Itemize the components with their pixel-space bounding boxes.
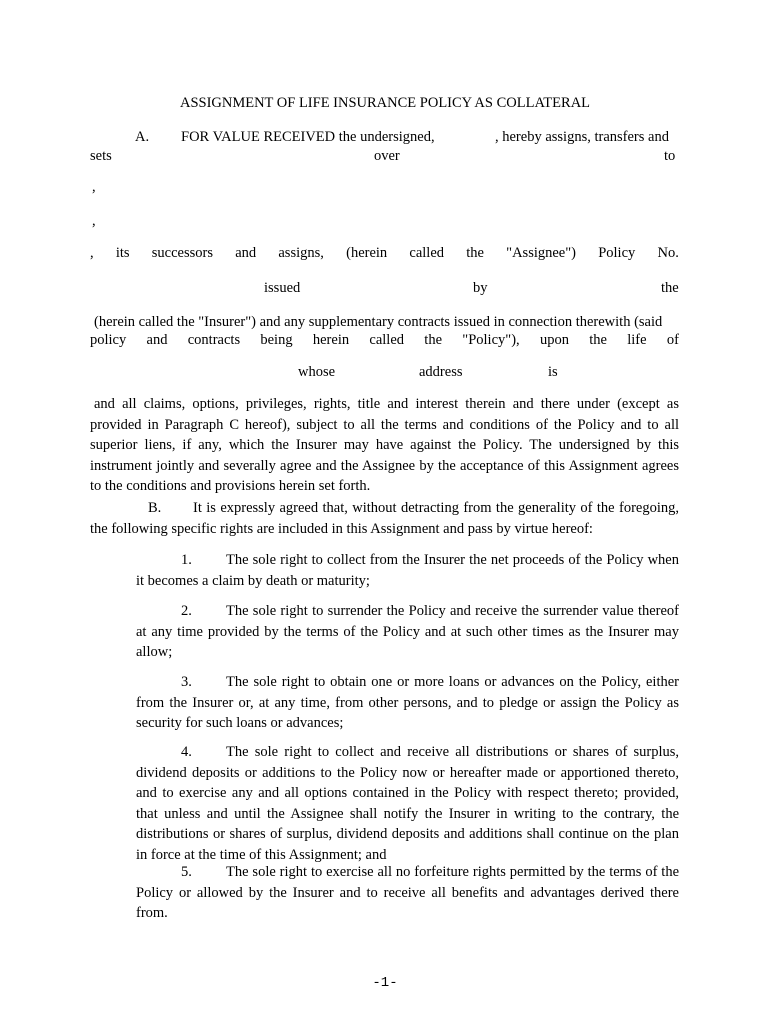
word: assigns, [278,245,324,261]
word: life [627,332,647,348]
word-address: address [419,364,463,380]
word-is: is [548,364,558,380]
word: contracts [187,332,241,348]
word: successors [151,245,213,261]
word-by: by [473,280,488,296]
item-number: 3. [181,674,192,690]
item-number: 1. [181,552,192,568]
policy-line [90,333,679,348]
word-issued: issued [264,280,301,296]
page-number: -1- [372,975,398,991]
item-text: The sole right to collect and receive all distributions or shares of surplus, dividend deposits or additions to the Policy now or hereafter made or apportioned thereto, and to exercise any and all options contained in the Policy with respect thereto; provided, that unless and until the Assignee shall notify the Insurer in writing to the contrary, the distributions or shares of surplus, dividend deposits and additions shall continue on the plan in force at the time of this Assignment; and [136,744,679,863]
word: policy [90,332,127,348]
insurer-line: (herein called the "Insurer") and any supplementary contracts issued in connection therewith (said [94,314,663,330]
blank-comma: , [92,213,96,229]
word: the [589,332,607,348]
item-text: The sole right to exercise all no forfeiture rights permitted by the terms of the Policy or allowed by the Insurer and to receive all benefits and advantages derived there from. [136,864,679,922]
word: , [90,245,94,261]
word: "Assignee") [506,245,576,261]
list-item [136,550,679,591]
word: and [235,245,257,261]
word-sets: sets [90,148,112,164]
para-b-label: B. [148,500,162,516]
word: herein [312,332,350,348]
para-b [90,498,679,539]
word: the [466,245,484,261]
word: upon [539,332,569,348]
successors-line [90,246,679,261]
item-text: The sole right to surrender the Policy and receive the surrender value thereof at any time provided by the terms of the Policy and at such other times as the Insurer may allow; [136,603,679,661]
word-to: to [664,148,676,164]
item-number: 5. [181,864,192,880]
item-number: 4. [181,744,192,760]
list-item [136,742,679,866]
list-item [136,672,679,734]
para-a-claims: and all claims, options, privileges, rights, title and interest therein and there under (except as provided in Paragraph C hereof), subject to all the terms and conditions of the Policy and to all superior liens, if any, which the Insurer may have against the Policy. The undersigned by this instrument jointly and severally agree and the Assignee by the acceptance of this Assignment agrees to the conditions and provisions herein set forth. [90,396,679,495]
list-item [136,862,679,924]
para-a-line1: FOR VALUE RECEIVED the undersigned, [181,129,435,145]
word: called [369,332,405,348]
word-whose: whose [298,364,336,380]
word: its [115,245,130,261]
para-a-line1-end: , hereby assigns, transfers and [495,129,669,145]
list-item [136,601,679,663]
word-the: the [661,280,679,296]
word: being [260,332,293,348]
word: "Policy"), [462,332,520,348]
para-a-label: A. [135,129,150,145]
word: No. [657,245,679,261]
blank-comma: , [92,179,96,195]
item-text: The sole right to collect from the Insurer the net proceeds of the Policy when it becomes a claim by death or maturity; [136,552,679,589]
item-number: 2. [181,603,192,619]
document-title: ASSIGNMENT OF LIFE INSURANCE POLICY AS COLLATERAL [179,95,591,111]
word: of [666,332,679,348]
word: called [409,245,445,261]
word: Policy [598,245,636,261]
para-b-text: It is expressly agreed that, without detracting from the generality of the foregoing, the following specific rights are included in this Assignment and pass by virtue hereof: [90,500,679,537]
word: (herein [346,245,388,261]
word: and [146,332,168,348]
word: the [424,332,443,348]
word-over: over [374,148,400,164]
item-text: The sole right to obtain one or more loans or advances on the Policy, either from the Insurer or, at any time, from other persons, and to pledge or assign the Policy as security for such loans or advances; [136,674,679,732]
